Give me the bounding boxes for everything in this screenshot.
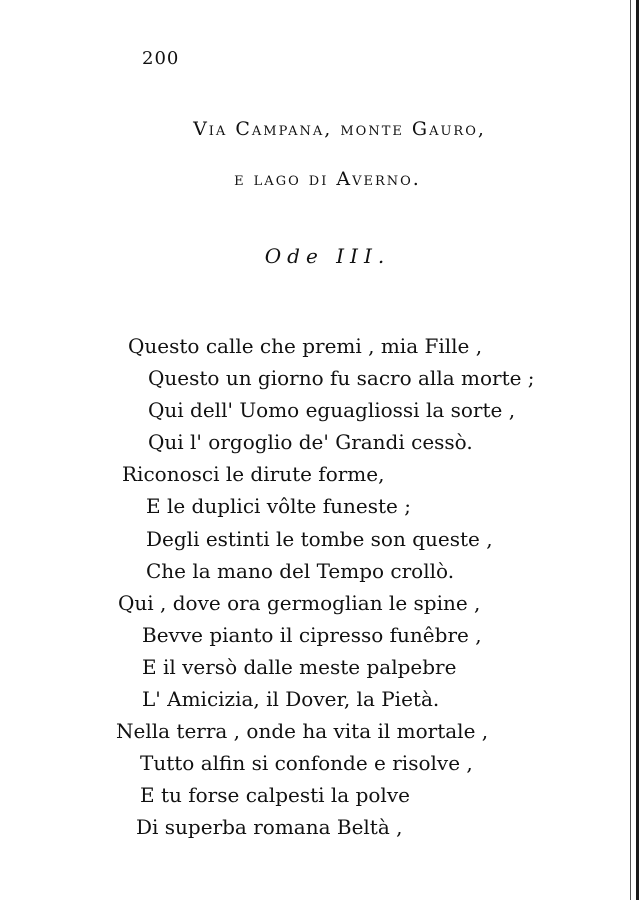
poem-line: Che la mano del Tempo crollò. — [146, 559, 455, 583]
page-number: 200 — [142, 48, 180, 69]
poem-line: Questo calle che premi , mia Fille , — [128, 334, 483, 358]
poem-line: Riconosci le dirute forme, — [122, 462, 385, 486]
chapter-heading-line-2: e lago di Averno. — [234, 168, 421, 190]
poem-line: Nella terra , onde ha vita il mortale , — [116, 719, 489, 743]
poem-line: Degli estinti le tombe son queste , — [146, 527, 493, 551]
chapter-heading-line-1: Via Campana, monte Gauro, — [193, 118, 486, 140]
poem-line: Qui , dove ora germoglian le spine , — [118, 591, 481, 615]
poem-line: Qui dell' Uomo eguagliossi la sorte , — [148, 398, 516, 422]
ode-title: Ode III. — [264, 244, 391, 268]
poem-line: Di superba romana Beltà , — [136, 815, 403, 839]
poem-line: E tu forse calpesti la polve — [140, 783, 410, 807]
poem-line: E il versò dalle meste palpebre — [142, 655, 457, 679]
poem-line: Tutto alfin si confonde e risolve , — [140, 751, 473, 775]
poem-line: Bevve pianto il cipresso funêbre , — [142, 623, 482, 647]
poem-line: Qui l' orgoglio de' Grandi cessò. — [148, 430, 473, 454]
poem-line: E le duplici vôlte funeste ; — [146, 494, 411, 518]
poem-line: Questo un giorno fu sacro alla morte ; — [148, 366, 535, 390]
poem-line: L' Amicizia, il Dover, la Pietà. — [142, 687, 440, 711]
